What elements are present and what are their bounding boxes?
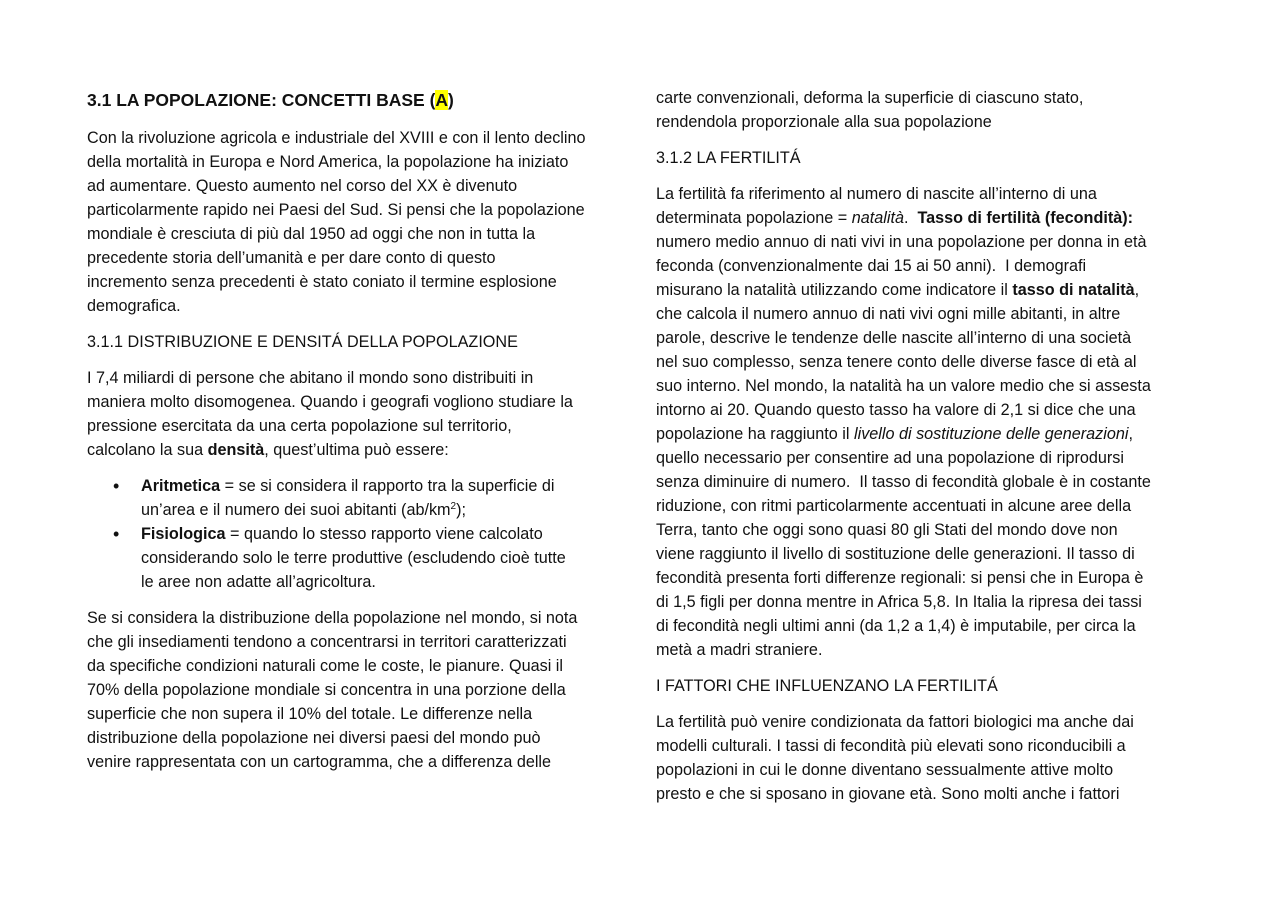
text-line: 70% della popolazione mondiale si concentra in una porzione della [87,681,566,699]
text-line: maniera molto disomogenea. Quando i geografi vogliono studiare la [87,393,573,411]
fertility-paragraph [656,182,1176,662]
text-line: ad aumentare. Questo aumento nel corso del XX è divenuto [87,177,518,195]
continuation-paragraph [656,86,1176,134]
text-line [141,498,607,522]
text-run: misurano la natalità utilizzando come indicatore il [656,281,1013,299]
text-line: La fertilità può venire condizionata da fattori biologici ma anche dai [656,713,1134,731]
bold-term: tasso di natalità [1012,281,1135,299]
text-line: intorno ai 20. Quando questo tasso ha valore di 2,1 si dice che una [656,401,1136,419]
text-line: venire rappresentata con un cartogramma, che a differenza delle [87,753,552,771]
text-run: un’area e il numero dei suoi abitanti (ab/km [141,501,451,519]
text-line: mondiale è cresciuta di più dal 1950 ad oggi che non in tutta la [87,225,536,243]
text-line: pressione esercitata da una certa popolazione sul territorio, [87,417,512,435]
bold-term: densità [207,441,265,459]
text-line [656,422,1176,446]
bold-term: Aritmetica [141,477,221,495]
text-line: che gli insediamenti tendono a concentrarsi in territori caratterizzati [87,633,567,651]
text-line: che calcola il numero annuo di nati vivi ogni mille abitanti, in altre [656,305,1121,323]
superscript: 2 [450,501,457,512]
text-run: ); [456,501,466,519]
highlighted-letter: A [435,90,449,110]
text-line: feconda (convenzionalmente dai 15 ai 50 anni). I demografi [656,257,1087,275]
text-line [87,438,607,462]
text-line: della mortalità in Europa e Nord America, la popolazione ha iniziato [87,153,569,171]
text-line: presto e che si sposano in giovane età. Sono molti anche i fattori [656,785,1120,803]
text-line: incremento senza precedenti è stato coniato il termine esplosione [87,273,557,291]
list-item-physiological [141,522,607,594]
text-run: = quando lo stesso rapporto viene calcolato [225,525,543,543]
text-line: distribuzione della popolazione nei diversi paesi del mondo può [87,729,541,747]
text-line: parole, descrive le tendenze delle nascite all’interno di una società [656,329,1132,347]
text-line: metà a madri straniere. [656,641,823,659]
text-line [656,206,1176,230]
text-line: particolarmente rapido nei Paesi del Sud. Si pensi che la popolazione [87,201,585,219]
text-line [141,522,607,546]
text-line: I 7,4 miliardi di persone che abitano il mondo sono distribuiti in [87,369,534,387]
text-line: di fecondità negli ultimi anni (da 1,2 a 1,4) è imputabile, per circa la [656,617,1136,635]
text-run: determinata popolazione = [656,209,852,227]
left-column [87,86,607,786]
text-line: carte convenzionali, deforma la superficie di ciascuno stato, [656,89,1084,107]
text-line: Terra, tanto che oggi sono quasi 80 gli Stati del mondo dove non [656,521,1118,539]
subheading-fertility-factors: I FATTORI CHE INFLUENZANO LA FERTILITÁ [656,677,998,695]
subheading-fertility: 3.1.2 LA FERTILITÁ [656,149,801,167]
text-line: di 1,5 figli per donna mentre in Africa 5,8. In Italia la ripresa dei tassi [656,593,1142,611]
text-line: considerando solo le terre produttive (escludendo cioè tutte [141,549,566,567]
text-run: calcolano la sua [87,441,208,459]
text-line: riduzione, con ritmi particolarmente accentuati in alcune aree della [656,497,1132,515]
text-run: popolazione ha raggiunto il [656,425,854,443]
italic-term: livello di sostituzione delle generazioni [854,425,1129,443]
section-heading-text: 3.1 LA POPOLAZIONE: CONCETTI BASE ( [87,90,436,110]
text-line: quello necessario per consentire ad una popolazione di riprodursi [656,449,1124,467]
text-line: La fertilità fa riferimento al numero di nascite all’interno di una [656,185,1097,203]
text-line: Con la rivoluzione agricola e industriale del XVIII e con il lento declino [87,129,586,147]
text-line: modelli culturali. I tassi di fecondità più elevati sono riconducibili a [656,737,1126,755]
text-line: le aree non adatte all’agricoltura. [141,573,376,591]
distribution-paragraph [87,606,607,774]
section-heading-close: ) [448,90,454,110]
text-run: , quest’ultima può essere: [264,441,449,459]
text-line [656,278,1176,302]
italic-term: natalità [851,209,904,227]
bold-term: Fisiologica [141,525,226,543]
density-types-list [87,474,607,594]
bold-term: Tasso di fertilità (fecondità): [917,209,1134,227]
text-line: popolazioni in cui le donne diventano sessualmente attive molto [656,761,1114,779]
text-run: , [1128,425,1133,443]
right-column [656,86,1176,818]
text-line: viene raggiunto il livello di sostituzione delle generazioni. Il tasso di [656,545,1135,563]
text-line: precedente storia dell’umanità e per dare conto di questo [87,249,496,267]
text-run: , [1134,281,1140,299]
factors-paragraph [656,710,1176,806]
text-line: da specifiche condizioni naturali come le coste, le pianure. Quasi il [87,657,563,675]
text-line: fecondità presenta forti differenze regionali: si pensi che in Europa è [656,569,1144,587]
list-item-arithmetic [141,474,607,522]
text-line [141,474,607,498]
text-line: nel suo complesso, senza tenere conto delle diverse fasce di età al [656,353,1137,371]
text-run: . [903,209,918,227]
text-line: suo interno. Nel mondo, la natalità ha un valore medio che si assesta [656,377,1151,395]
text-line: rendendola proporzionale alla sua popolazione [656,113,992,131]
text-line: Se si considera la distribuzione della popolazione nel mondo, si nota [87,609,578,627]
text-line: demografica. [87,297,181,315]
text-line: senza diminuire di numero. Il tasso di fecondità globale è in costante [656,473,1151,491]
text-line: numero medio annuo di nati vivi in una popolazione per donna in età [656,233,1147,251]
density-paragraph [87,366,607,462]
intro-paragraph [87,126,607,318]
section-heading [87,86,607,114]
text-run: = se si considera il rapporto tra la superficie di [220,477,555,495]
subheading-distribution: 3.1.1 DISTRIBUZIONE E DENSITÁ DELLA POPOLAZIONE [87,333,518,351]
text-line: superficie che non supera il 10% del totale. Le differenze nella [87,705,533,723]
